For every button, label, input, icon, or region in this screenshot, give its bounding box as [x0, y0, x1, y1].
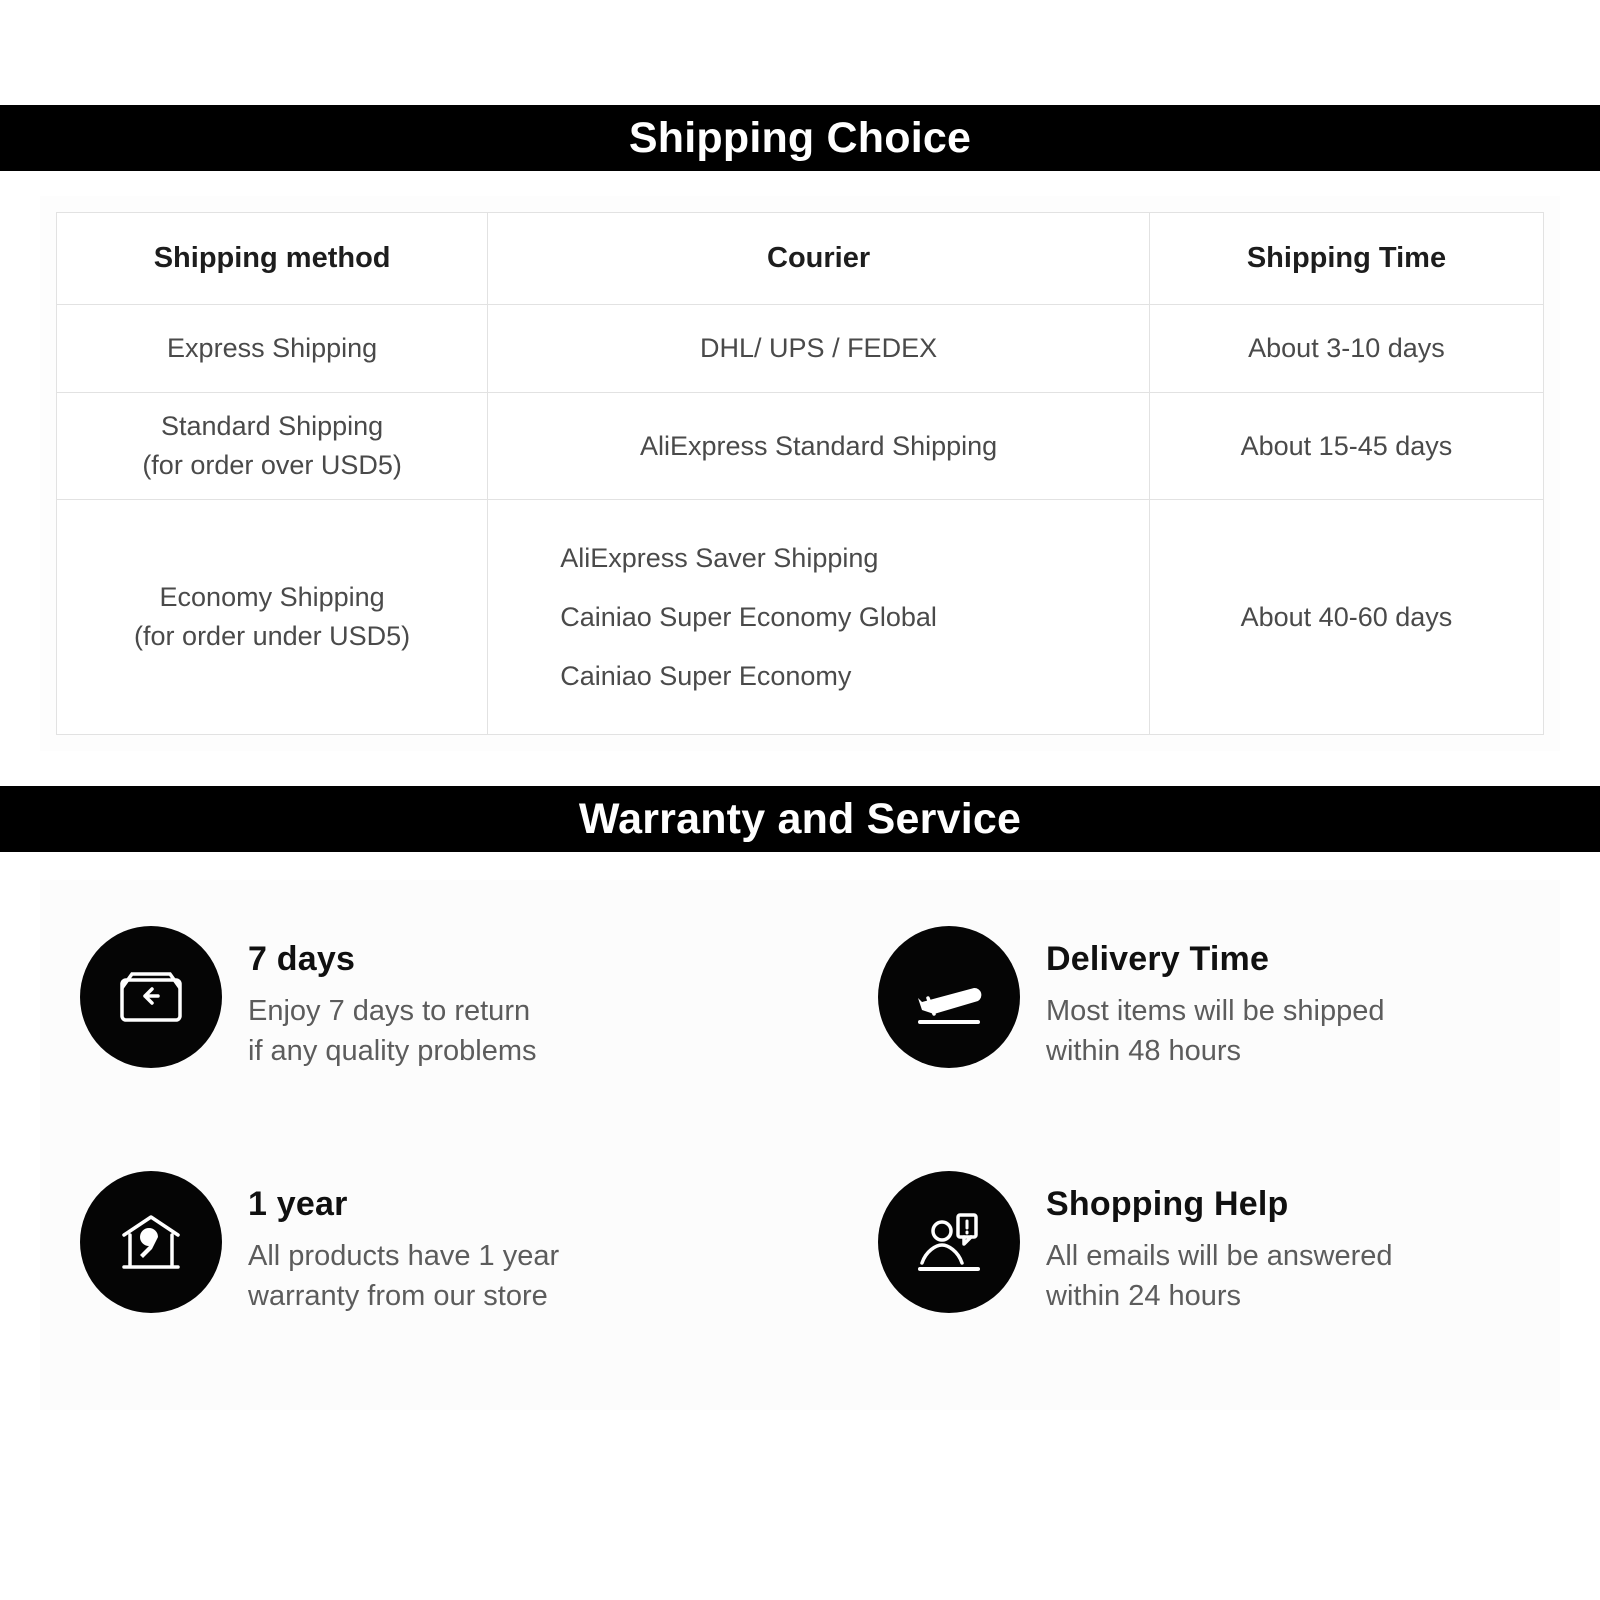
header-shipping-time: Shipping Time [1149, 213, 1543, 305]
shipping-choice-banner: Shipping Choice [0, 105, 1600, 171]
cell-method [57, 500, 488, 735]
feature-description [1046, 1236, 1393, 1316]
header-courier: Courier [488, 213, 1150, 305]
method-line-2: (for order over USD5) [142, 450, 402, 481]
cell-time: About 3-10 days [1149, 305, 1543, 393]
cell-method [57, 393, 488, 500]
courier-option: Cainiao Super Economy Global [560, 601, 937, 632]
feature-title: 7 days [248, 940, 356, 979]
feature-description [1046, 991, 1384, 1071]
method-line-2: (for order under USD5) [134, 621, 411, 652]
header-shipping-method: Shipping method [57, 213, 488, 305]
desc-line-1: Most items will be shipped [1046, 995, 1385, 1028]
feature-text [248, 926, 537, 1071]
desc-line-2: warranty from our store [248, 1280, 548, 1313]
table-row [57, 305, 1544, 393]
desc-line-1: Enjoy 7 days to return [248, 995, 531, 1028]
cell-time: About 15-45 days [1149, 393, 1543, 500]
feature-grid [80, 926, 1520, 1364]
return-box-icon [80, 926, 222, 1068]
cell-courier [488, 500, 1150, 735]
table-row [57, 500, 1544, 735]
method-line-1: Standard Shipping [161, 411, 384, 441]
desc-line-2: within 24 hours [1046, 1280, 1242, 1313]
cell-courier: AliExpress Standard Shipping [488, 393, 1150, 500]
table-header-row [57, 213, 1544, 305]
desc-line-1: All emails will be answered [1046, 1240, 1393, 1273]
feature-7-days [80, 926, 780, 1119]
feature-text [1046, 926, 1384, 1071]
shipping-warranty-infographic [0, 105, 1600, 1600]
warranty-wrench-house-icon [80, 1171, 222, 1313]
feature-description [248, 1236, 559, 1316]
airplane-departure-icon [878, 926, 1020, 1068]
method-line-1: Economy Shipping [159, 582, 385, 613]
desc-line-2: if any quality problems [248, 1035, 537, 1068]
cell-courier: DHL/ UPS / FEDEX [488, 305, 1150, 393]
table-row [57, 393, 1544, 500]
desc-line-1: All products have 1 year [248, 1240, 560, 1273]
warranty-service-banner: Warranty and Service [0, 786, 1600, 852]
feature-text [1046, 1171, 1393, 1316]
feature-description [248, 991, 537, 1071]
feature-title: Shopping Help [1046, 1185, 1289, 1224]
feature-1-year-warranty [80, 1171, 780, 1364]
feature-text [248, 1171, 559, 1316]
shipping-table [56, 212, 1544, 735]
cell-time: About 40-60 days [1149, 500, 1543, 735]
feature-title: 1 year [248, 1185, 348, 1224]
desc-line-2: within 48 hours [1046, 1035, 1242, 1068]
feature-title: Delivery Time [1046, 940, 1270, 979]
courier-option: Cainiao Super Economy [560, 660, 852, 691]
feature-shopping-help [820, 1171, 1520, 1364]
courier-option: AliExpress Saver Shipping [560, 542, 879, 573]
feature-delivery-time [820, 926, 1520, 1119]
support-agent-icon [878, 1171, 1020, 1313]
cell-method: Express Shipping [57, 305, 488, 393]
shipping-table-card [40, 196, 1560, 751]
warranty-features-card [40, 880, 1560, 1410]
